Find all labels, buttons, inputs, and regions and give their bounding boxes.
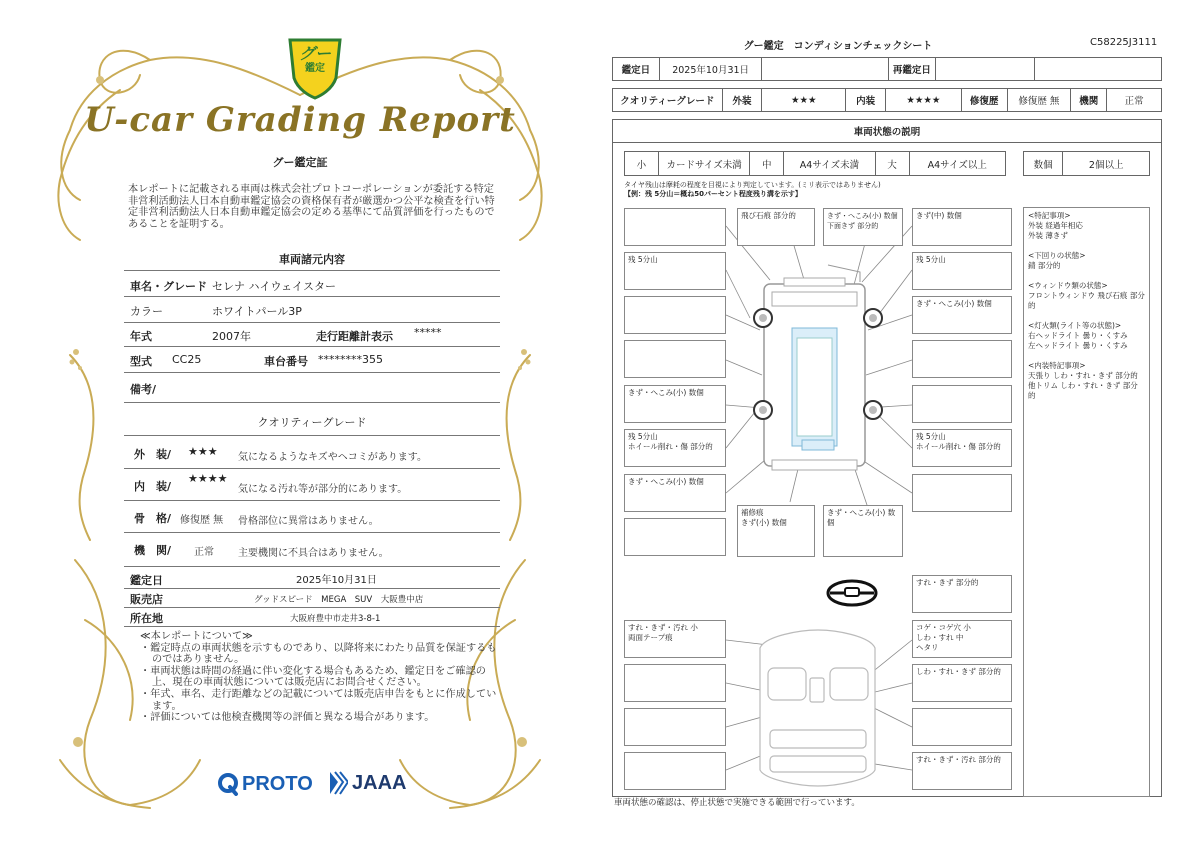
special-heading: <灯火類(ライト等の状態)> xyxy=(1028,321,1122,330)
damage-box xyxy=(624,296,726,334)
steering-wheel-icon xyxy=(828,581,876,605)
sheet-engine-label: 機関 xyxy=(1071,89,1107,111)
goo-badge-text xyxy=(293,45,337,75)
damage-box xyxy=(912,340,1012,378)
divider xyxy=(124,626,500,627)
tire-example: 【例：残 5分山＝概ね50パーセント程度残り溝を示す】 xyxy=(624,190,802,198)
special-heading: <特記事項> xyxy=(1028,211,1071,220)
certificate-heading: グー鑑定証 xyxy=(272,156,328,169)
jaaa-logo-text: JAAA xyxy=(352,771,407,794)
mileage-value: ***** xyxy=(414,326,442,339)
special-item: 右ヘッドライト 曇り・くすみ xyxy=(1028,331,1128,340)
damage-text: すれ・きず 部分的 xyxy=(916,578,979,587)
damage-box xyxy=(624,518,726,556)
year-label: 年式 xyxy=(130,330,152,343)
damage-text: すれ・きず・汚れ 小 xyxy=(628,623,698,632)
color-label: カラー xyxy=(130,305,163,318)
damage-box xyxy=(624,252,726,290)
sheet-title: グー鑑定 コンディションチェックシート xyxy=(743,41,933,52)
condition-check-sheet xyxy=(600,0,1200,848)
frame-label: 骨 格/ xyxy=(134,512,172,525)
badge-label: グー xyxy=(298,44,331,63)
exterior-note: 気になるようなキズやヘコミがあります。 xyxy=(238,452,427,463)
divider xyxy=(124,346,500,347)
divider xyxy=(124,322,500,323)
engine-label: 機 関/ xyxy=(134,544,172,557)
proto-logo-text: PROTO xyxy=(242,772,313,795)
exterior-label: 外 装/ xyxy=(134,448,172,461)
notice-heading: ≪本レポートについて≫ xyxy=(140,631,253,642)
damage-text: 両面テープ痕 xyxy=(628,633,673,642)
special-item: 左ヘッドライト 曇り・くすみ xyxy=(1028,341,1128,350)
legend-small: 小 xyxy=(625,152,659,175)
notice-item: ・鑑定時点の車両状態を示すものであり、以降将来にわたり品質を保証するものではありません。 xyxy=(140,642,497,666)
address-value: 大阪府豊中市走井3-8-1 xyxy=(290,614,381,624)
damage-text: きず・へこみ(小) 数個 xyxy=(916,299,992,308)
divider xyxy=(124,532,500,533)
divider xyxy=(124,607,500,608)
damage-box xyxy=(823,208,903,246)
spacer xyxy=(1028,241,1145,251)
divider xyxy=(124,372,500,373)
redate-label: 再鑑定日 xyxy=(889,58,936,80)
damage-text: きず(小) 数個 xyxy=(741,518,787,527)
interior-damage-box xyxy=(624,752,726,790)
notice-item: ・評価については他検査機関等の評価と異なる場合があります。 xyxy=(140,712,435,724)
interior-note: 気になる汚れ等が部分的にあります。 xyxy=(238,484,408,495)
damage-box xyxy=(912,429,1012,467)
exterior-stars: ★★★ xyxy=(188,445,218,458)
damage-box xyxy=(624,340,726,378)
interior-damage-box xyxy=(624,708,726,746)
model-label: 型式 xyxy=(130,355,152,368)
damage-text: すれ・きず・汚れ 部分的 xyxy=(916,755,1001,764)
damage-text: 補修痕 xyxy=(741,508,764,517)
damage-box xyxy=(912,296,1012,334)
damage-box xyxy=(912,252,1012,290)
special-item: 他トリム しわ・すれ・きず 部分的 xyxy=(1028,381,1138,400)
damage-box xyxy=(823,505,903,557)
frame-note: 骨格部位に異常はありません。 xyxy=(238,516,379,527)
color-value: ホワイトパール3P xyxy=(212,305,302,318)
damage-box xyxy=(737,208,815,246)
damage-text: 残 5分山 xyxy=(916,432,946,441)
specs-heading: 車両諸元内容 xyxy=(279,253,345,266)
divider xyxy=(124,435,500,436)
notice-item: ・年式、車名、走行距離などの記載については販売店申告をもとに作成しています。 xyxy=(140,688,497,712)
shop-value: グッドスピード MEGA SUV 大阪豊中店 xyxy=(254,595,424,605)
legend-large-desc: A4サイズ以上 xyxy=(927,159,987,171)
proto-logo xyxy=(216,772,313,796)
divider xyxy=(124,500,500,501)
divider xyxy=(124,402,500,403)
damage-text: しわ・すれ 中 xyxy=(916,633,964,642)
interior-label: 内 装/ xyxy=(134,480,172,493)
sheet-code: C58225J3111 xyxy=(1090,37,1158,48)
damage-text: 残 5分山 xyxy=(628,255,658,264)
chassis-value: ********355 xyxy=(318,353,383,366)
damage-box xyxy=(624,385,726,423)
special-item: 外装 経過年相応 xyxy=(1028,221,1083,230)
damage-box xyxy=(912,208,1012,246)
interior-damage-box xyxy=(912,752,1012,790)
sheet-footer: 車両状態の確認は、停止状態で実施できる範囲で行っています。 xyxy=(614,798,860,808)
damage-box xyxy=(624,208,726,246)
damage-box xyxy=(912,385,1012,423)
sheet-interior-value: ★★★★ xyxy=(886,89,962,111)
remarks-label: 備考/ xyxy=(130,383,157,396)
certificate-intro: 本レポートに記載される車両は株式会社プロトコーポレーションが委託する特定非営利活動法人日本自動車鑑定協会の資格保有者が厳選かつ公平な検査を行い特定非営利活動法人日本自動車鑑定協会の定める基準にて品質評価を行ったものであることを証明する。 xyxy=(128,184,495,230)
special-notes xyxy=(1023,207,1150,797)
tire-note: タイヤ残山は摩耗の程度を目視により判定しています。(ミリ表示ではありません) xyxy=(624,181,881,189)
frame-value: 修復歴 無 xyxy=(180,515,224,526)
damage-box xyxy=(624,429,726,467)
interior-damage-box xyxy=(912,620,1012,658)
interior-damage-box xyxy=(624,664,726,702)
special-item: 天張り しわ・すれ・きず 部分的 xyxy=(1028,371,1138,380)
legend-count-desc: 2個以上 xyxy=(1088,159,1124,171)
damage-box xyxy=(624,474,726,512)
spacer xyxy=(1028,351,1145,361)
shop-label: 販売店 xyxy=(130,593,163,606)
special-heading: <下回りの状態> xyxy=(1028,251,1086,260)
quality-heading: クオリティーグレード xyxy=(257,416,367,429)
car-name-label: 車名・グレード xyxy=(130,280,207,293)
sheet-interior-label: 内装 xyxy=(846,89,886,111)
address-label: 所在地 xyxy=(130,612,163,625)
sheet-date-label: 鑑定日 xyxy=(613,58,660,80)
car-name-value: セレナ ハイウェイスター xyxy=(212,280,336,293)
damage-text: 残 5分山 xyxy=(628,432,658,441)
special-heading: <ウィンドウ類の状態> xyxy=(1028,281,1108,290)
interior-damage-box xyxy=(624,620,726,658)
engine-note: 主要機関に不具合はありません。 xyxy=(238,548,389,559)
divider xyxy=(124,566,500,567)
interior-damage-box xyxy=(912,708,1012,746)
special-heading: <内装特記事項> xyxy=(1028,361,1086,370)
sheet-grade-label: クオリティーグレード xyxy=(613,89,723,111)
divider xyxy=(124,468,500,469)
damage-text: ヘタリ xyxy=(916,643,939,652)
legend-medium: 中 xyxy=(750,152,784,175)
legend-small-desc: カードサイズ未満 xyxy=(659,152,751,175)
damage-text: きず(中) 数個 xyxy=(916,211,962,220)
interior-damage-box xyxy=(912,664,1012,702)
certificate-title: U-car Grading Report xyxy=(84,100,516,140)
damage-text: ホイール削れ・傷 部分的 xyxy=(916,442,1001,451)
special-item: フロントウィンドウ 飛び石痕 部分的 xyxy=(1028,291,1145,310)
divider xyxy=(124,270,500,271)
divider xyxy=(124,296,500,297)
chassis-label: 車台番号 xyxy=(264,355,308,368)
legend-large: 大 xyxy=(876,152,910,175)
engine-value: 正常 xyxy=(194,547,214,558)
damage-text: 下面きず 部分的 xyxy=(827,222,879,230)
date-label: 鑑定日 xyxy=(130,574,163,587)
sheet-exterior-label: 外装 xyxy=(723,89,763,111)
damage-text: きず・へこみ(小) 数個 xyxy=(628,477,704,486)
damage-box xyxy=(737,505,815,557)
damage-text: きず・へこみ(小) 数個 xyxy=(827,508,896,527)
special-item: 外装 薄きず xyxy=(1028,231,1068,240)
damage-text: 飛び石痕 部分的 xyxy=(741,211,796,220)
jaaa-emblem-icon xyxy=(328,770,348,796)
year-value: 2007年 xyxy=(212,330,251,343)
legend-count: 数個 xyxy=(1024,152,1063,175)
mileage-label: 走行距離計表示 xyxy=(316,330,393,343)
interior-stars: ★★★★ xyxy=(188,472,228,485)
jaaa-logo xyxy=(328,770,406,796)
date-value: 2025年10月31日 xyxy=(296,575,377,586)
damage-box xyxy=(912,474,1012,512)
notice-item: ・車両状態は時間の経過に伴い変化する場合もあるため、鑑定日をご確認の上、現在の車両状態については販売店にお問合せください。 xyxy=(140,665,486,689)
damage-text: コゲ・コゲ穴 小 xyxy=(916,623,971,632)
model-value: CC25 xyxy=(172,353,202,366)
sheet-exterior-value: ★★★ xyxy=(762,89,846,111)
proto-q-icon xyxy=(216,772,240,796)
sheet-repair-label: 修復歴 xyxy=(962,89,1008,111)
spacer xyxy=(1028,311,1145,321)
sheet-engine-value: 正常 xyxy=(1124,96,1144,107)
steering-damage-box xyxy=(912,575,1012,613)
divider xyxy=(124,588,500,589)
sheet-date-value: 2025年10月31日 xyxy=(660,58,763,80)
condition-heading: 車両状態の説明 xyxy=(612,119,1162,143)
damage-text: きず・へこみ(小) 数個 xyxy=(827,212,898,220)
report-notice xyxy=(140,631,500,724)
damage-text: 残 5分山 xyxy=(916,255,946,264)
badge-sublabel: 鑑定 xyxy=(305,63,325,74)
special-item: 錆 部分的 xyxy=(1028,261,1061,270)
spacer xyxy=(1028,271,1145,281)
damage-text: きず・へこみ(小) 数個 xyxy=(628,388,704,397)
damage-text: しわ・すれ・きず 部分的 xyxy=(916,667,1001,676)
sheet-repair-value: 修復歴 無 xyxy=(1008,89,1072,111)
damage-text: ホイール削れ・傷 部分的 xyxy=(628,442,713,451)
legend-medium-desc: A4サイズ未満 xyxy=(784,152,876,175)
